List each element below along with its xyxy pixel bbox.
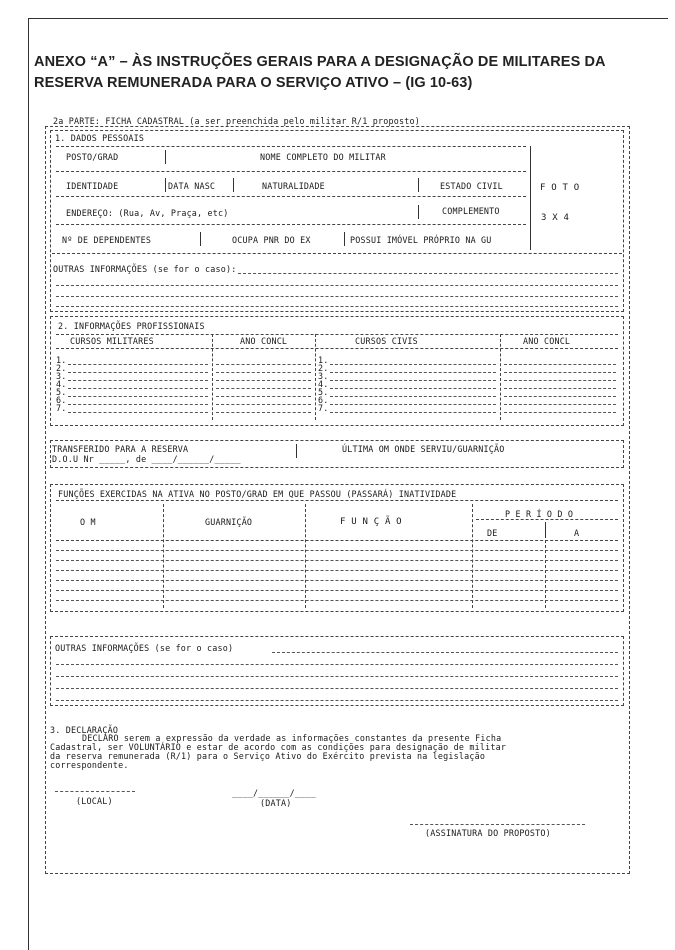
row-number: 1. [56,355,67,365]
data-nasc-label: DATA NASC [168,181,216,191]
om-header: O M [80,517,96,527]
guarnicao-header: GUARNIÇÃO [205,517,253,527]
complemento-label: COMPLEMENTO [442,206,500,216]
row-number: 6. [56,395,67,405]
posto-grad-label: POSTO/GRAD [66,152,119,162]
periodo-de-header: DE [487,528,498,538]
nome-completo-label: NOME COMPLETO DO MILITAR [260,152,386,162]
row-number: 2. [318,363,329,373]
page-border-left [28,18,29,950]
transferido-label: TRANSFERIDO PARA A RESERVA [52,444,189,454]
funcoes-border [50,484,624,612]
declaracao-line-3: da reserva remunerada (R/1) para o Serviço Ativo do Exército prevista na legislação [50,751,486,761]
row-number: 7. [56,403,67,413]
pnr-label: OCUPA PNR DO EX [232,235,311,245]
identidade-label: IDENTIDADE [66,181,119,191]
local-blank [55,791,135,792]
local-label: (LOCAL) [76,796,113,806]
ultima-om-label: ÚLTIMA OM ONDE SERVIU/GUARNIÇÃO [342,444,505,454]
row-number: 4. [56,379,67,389]
section3-title: 3. DECLARAÇÃO [50,725,119,735]
page-border-top [28,18,668,19]
row-number: 6. [318,395,329,405]
section1-title: 1. DADOS PESSOAIS [55,133,145,143]
dependentes-label: Nº DE DEPENDENTES [62,235,152,245]
row-number: 7. [318,403,329,413]
part-label: 2a PARTE: FICHA CADASTRAL (a ser preenchida pelo militar R/1 proposto) [53,116,420,126]
ano-concl-header: ANO CONCL [240,336,288,346]
assinatura-blank [410,824,585,825]
declaracao-line-2: Cadastral, ser VOLUNTÁRIO e estar de acordo com as condições para designação de militar [50,742,507,752]
annex-title: ANEXO “A” – ÀS INSTRUÇÕES GERAIS PARA A DESIGNAÇÃO DE MILITARES DA RESERVA REMUNERADA PARA O SERVIÇO ATIVO – (IG 10-63) [34,54,606,91]
section2-border [50,316,624,426]
assinatura-label: (ASSINATURA DO PROPOSTO) [425,828,551,838]
row-number: 2. [56,363,67,373]
estado-civil-label: ESTADO CIVIL [440,181,503,191]
endereco-label: ENDEREÇO: (Rua, Av, Praça, etc) [66,208,229,218]
foto-box-border [530,146,531,250]
row-number: 5. [56,387,67,397]
row-number: 3. [318,371,329,381]
row-number: 5. [318,387,329,397]
funcoes-title: FUNÇÕES EXERCIDAS NA ATIVA NO POSTO/GRAD EM QUE PASSOU (PASSARÁ) INATIVIDADE [58,489,457,499]
funcao-header: F U N Ç Ã O [340,517,402,527]
dou-line: D.O.U Nr _____, de ____/______/_____ [52,454,241,464]
row-number: 1. [318,355,329,365]
periodo-a-header: A [574,528,580,538]
row-number: 3. [56,371,67,381]
periodo-header: P E R Í O D O [505,509,574,519]
outras-informacoes-label-2: OUTRAS INFORMAÇÕES (se for o caso) [55,643,234,653]
data-label: (DATA) [260,798,292,808]
imovel-label: POSSUI IMÓVEL PRÓPRIO NA GU [350,235,492,245]
row-number: 4. [318,379,329,389]
foto-size-label: 3 X 4 [541,213,570,223]
cursos-civis-header: CURSOS CIVIS [355,336,418,346]
section2-title: 2. INFORMAÇÕES PROFISSIONAIS [58,321,205,331]
declaracao-line-4: correspondente. [50,760,129,770]
ano-concl-header-2: ANO CONCL [523,336,571,346]
declaracao-line-1: DECLARO serem a expressão da verdade as informações constantes da presente Ficha [82,733,502,743]
cursos-militares-header: CURSOS MILITARES [70,336,154,346]
data-blank: ____/______/____ [232,788,316,798]
outras-informacoes-label: OUTRAS INFORMAÇÕES (se for o caso): [53,264,237,274]
naturalidade-label: NATURALIDADE [262,181,325,191]
foto-label: F O T O [540,183,580,193]
